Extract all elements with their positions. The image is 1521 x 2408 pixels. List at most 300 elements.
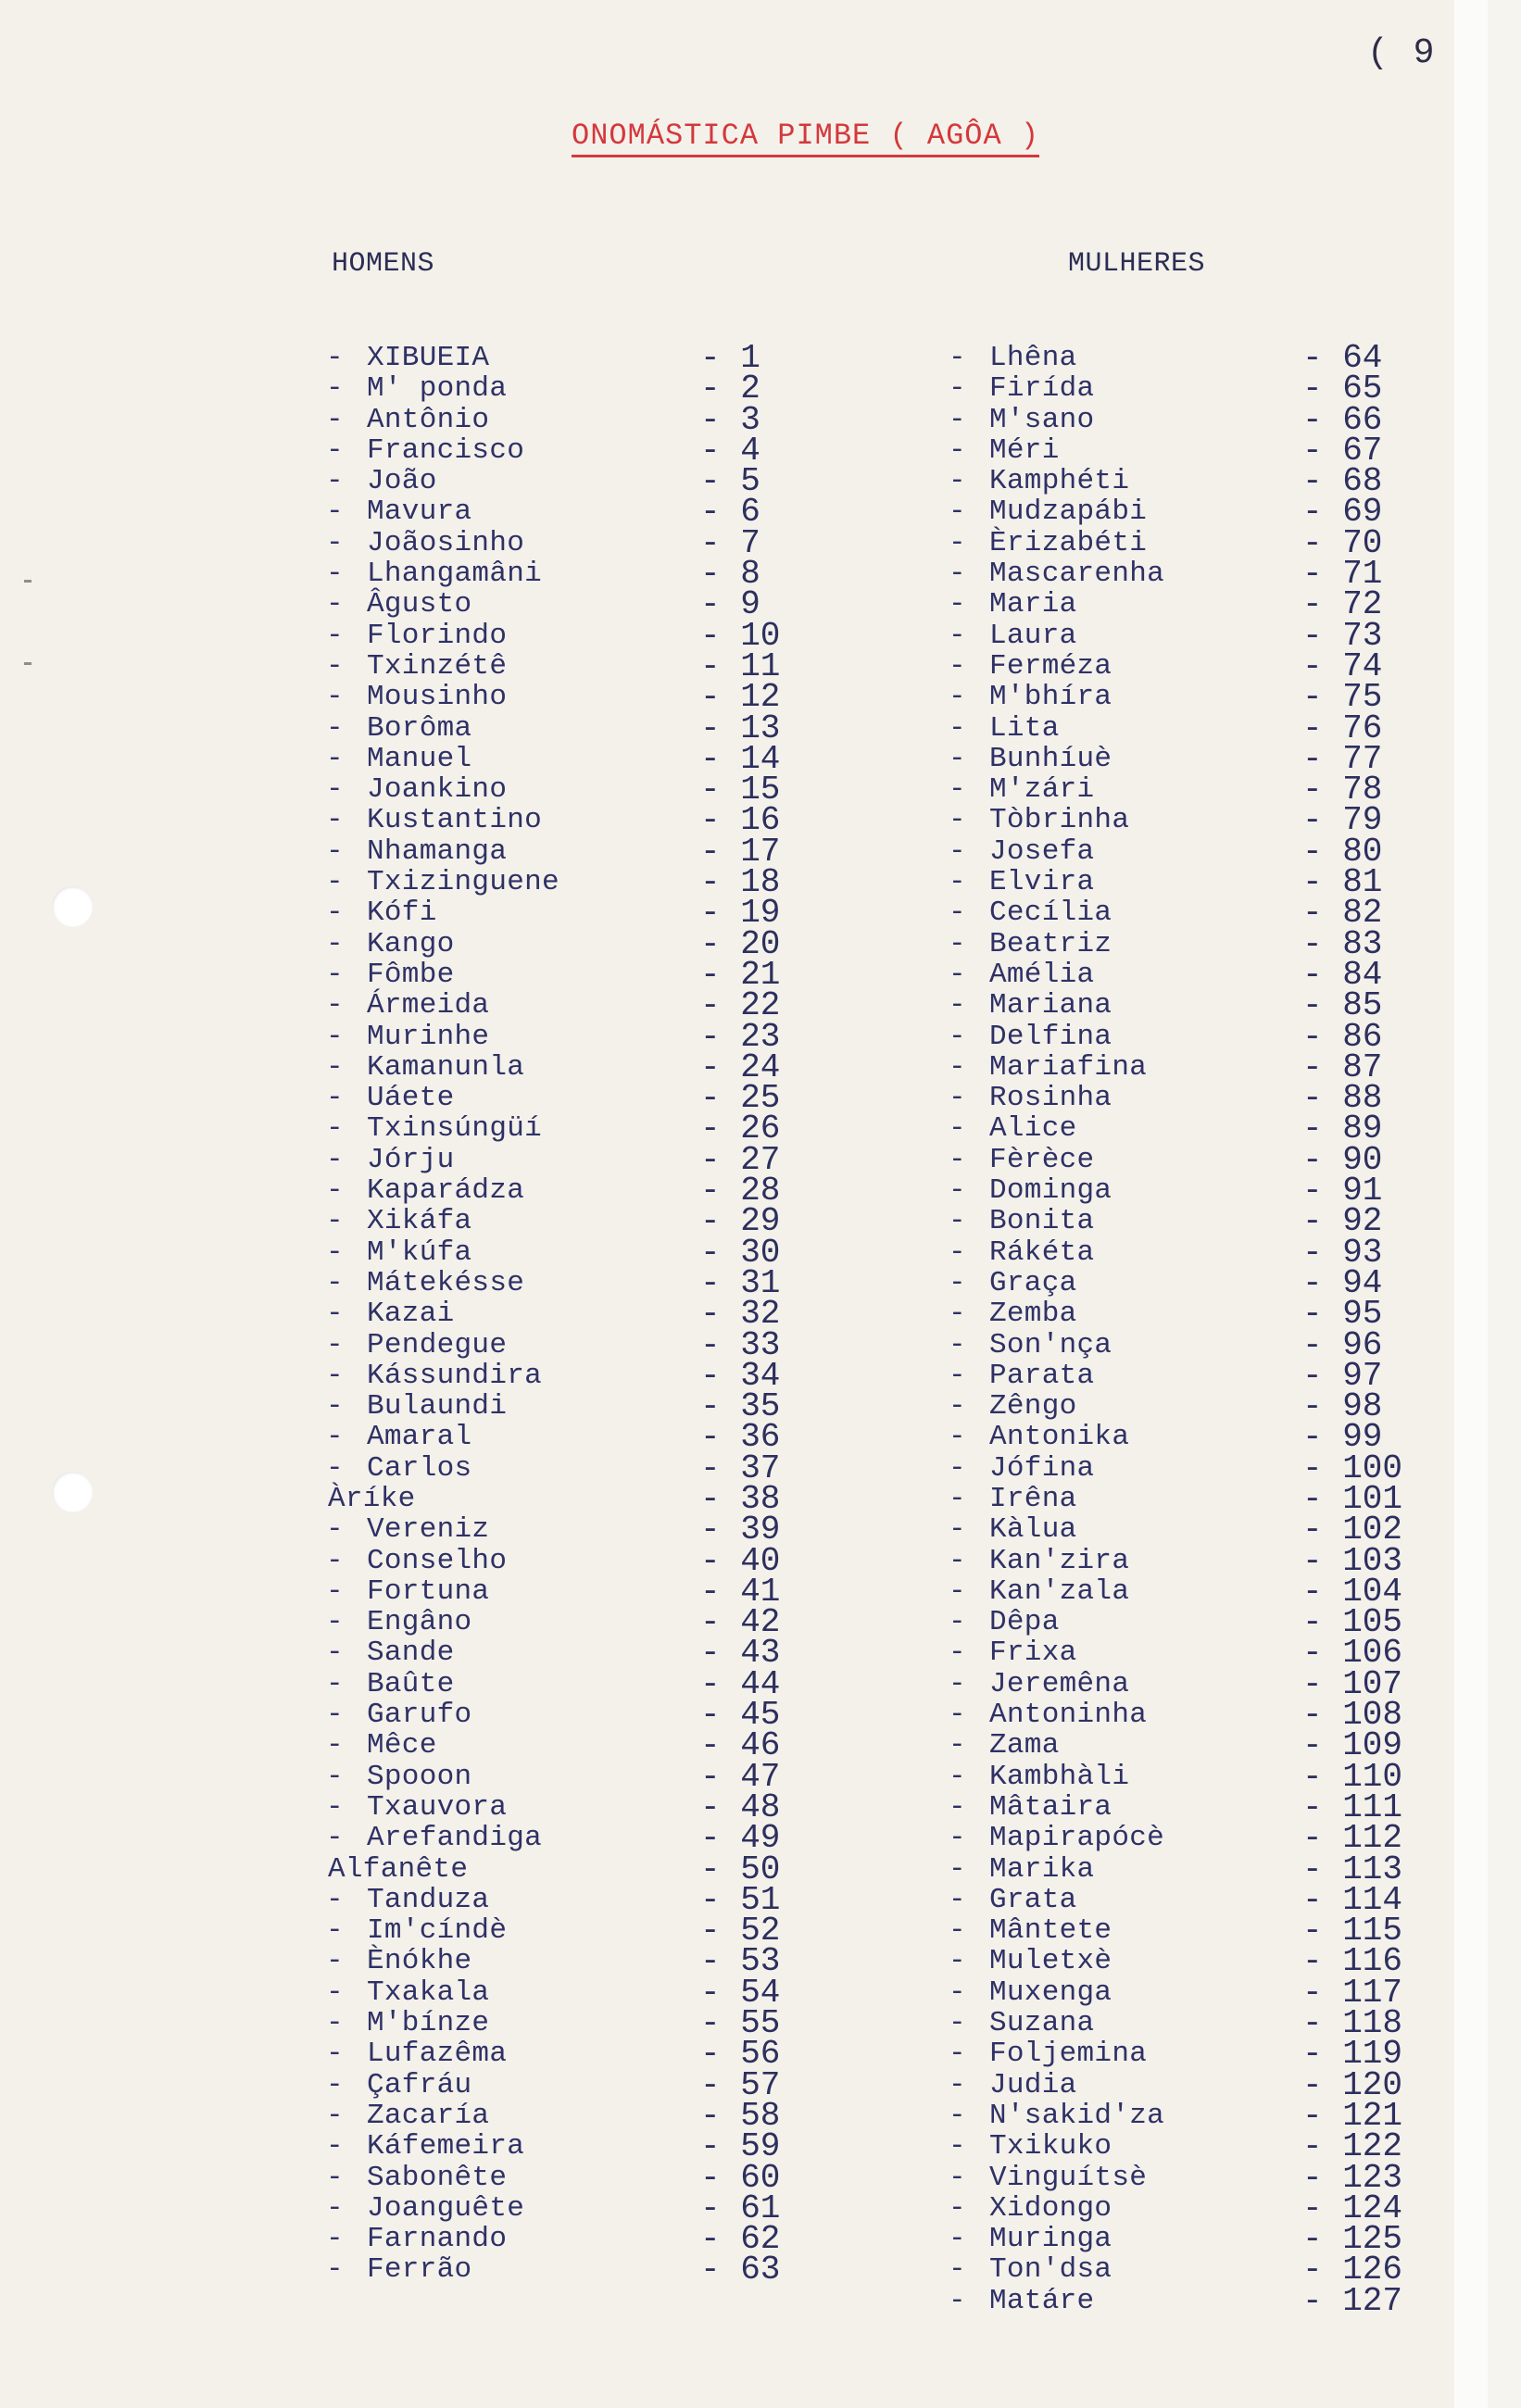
list-dash: - bbox=[326, 372, 344, 406]
entry-number: - 125 bbox=[1302, 2220, 1403, 2259]
entry-name: Dominga bbox=[989, 1174, 1112, 1208]
list-dash: - bbox=[949, 2284, 966, 2317]
page-edge bbox=[1454, 0, 1488, 2408]
list-dash: - bbox=[949, 2007, 966, 2040]
entry-number: - 19 bbox=[700, 894, 781, 933]
entry-name: Ármeida bbox=[367, 989, 490, 1022]
entry-number: - 121 bbox=[1302, 2096, 1403, 2135]
list-dash: - bbox=[949, 558, 966, 591]
entry-number: - 122 bbox=[1302, 2127, 1403, 2166]
entry-name: Kófi bbox=[367, 897, 437, 930]
entry-name: Alice bbox=[989, 1112, 1077, 1146]
list-dash: - bbox=[326, 433, 344, 467]
entry-name: Kan'zira bbox=[989, 1544, 1130, 1577]
list-dash: - bbox=[326, 495, 344, 529]
entry-name: Txakala bbox=[367, 1975, 490, 2009]
women-column-header: MULHERES bbox=[1068, 248, 1206, 280]
entry-name: Francisco bbox=[367, 433, 525, 467]
list-dash: - bbox=[326, 1606, 344, 1639]
list-dash: - bbox=[949, 2161, 966, 2194]
list-dash: - bbox=[326, 989, 344, 1022]
entry-number: - 115 bbox=[1302, 1912, 1403, 1950]
entry-number: - 48 bbox=[700, 1787, 781, 1826]
list-dash: - bbox=[949, 526, 966, 559]
entry-name: Josefa bbox=[989, 834, 1095, 868]
list-dash: - bbox=[949, 897, 966, 930]
entry-name: Txinzétê bbox=[367, 649, 508, 683]
entry-name: Alfanête bbox=[328, 1852, 469, 1886]
entry-number: - 89 bbox=[1302, 1110, 1383, 1148]
entry-number: - 79 bbox=[1302, 801, 1383, 840]
list-dash: - bbox=[949, 2068, 966, 2101]
entry-number: - 22 bbox=[700, 986, 781, 1025]
list-dash: - bbox=[326, 897, 344, 930]
entry-name: Im'cíndè bbox=[367, 1914, 508, 1948]
entry-name: Káfemeira bbox=[367, 2130, 525, 2163]
entry-name: N'sakid'za bbox=[989, 2099, 1165, 2132]
entry-name: Tanduza bbox=[367, 1883, 490, 1916]
entry-number: - 93 bbox=[1302, 1233, 1383, 1272]
list-dash: - bbox=[949, 1699, 966, 1732]
entry-number: - 126 bbox=[1302, 2251, 1403, 2289]
list-dash: - bbox=[326, 1205, 344, 1238]
entry-number: - 73 bbox=[1302, 616, 1383, 655]
entry-name: XIBUEIA bbox=[367, 342, 490, 374]
list-dash: - bbox=[949, 1421, 966, 1454]
entry-name: Graça bbox=[989, 1266, 1077, 1299]
entry-number: - 7 bbox=[700, 523, 760, 562]
list-dash: - bbox=[326, 958, 344, 991]
entry-number: - 17 bbox=[700, 832, 781, 871]
entry-number: - 50 bbox=[700, 1850, 781, 1888]
entry-number: - 120 bbox=[1302, 2065, 1403, 2104]
entry-name: Laura bbox=[989, 619, 1077, 652]
entry-number: - 105 bbox=[1302, 1603, 1403, 1642]
entry-number: - 66 bbox=[1302, 400, 1383, 439]
entry-name: Grata bbox=[989, 1883, 1077, 1916]
entry-number: - 64 bbox=[1302, 339, 1383, 377]
entry-number: - 41 bbox=[700, 1572, 781, 1611]
list-dash: - bbox=[949, 342, 966, 374]
list-dash: - bbox=[326, 2191, 344, 2225]
entry-name: Vereniz bbox=[367, 1513, 490, 1547]
entry-number: - 5 bbox=[700, 462, 760, 501]
entry-number: - 67 bbox=[1302, 431, 1383, 470]
entry-name: Rákéta bbox=[989, 1235, 1095, 1269]
entry-name: Judia bbox=[989, 2068, 1077, 2101]
entry-number: - 61 bbox=[700, 2189, 781, 2227]
list-dash: - bbox=[949, 1482, 966, 1515]
entry-name: Zêngo bbox=[989, 1390, 1077, 1423]
entry-number: - 86 bbox=[1302, 1017, 1383, 1056]
entry-number: - 60 bbox=[700, 2158, 781, 2197]
list-dash: - bbox=[949, 372, 966, 406]
list-dash: - bbox=[326, 711, 344, 745]
entry-name: Matáre bbox=[989, 2284, 1095, 2317]
entry-name: Amélia bbox=[989, 958, 1095, 991]
entry-name: Xidongo bbox=[989, 2191, 1112, 2225]
entry-number: - 111 bbox=[1302, 1787, 1403, 1826]
entry-name: João bbox=[367, 465, 437, 498]
list-dash: - bbox=[326, 1020, 344, 1053]
entry-name: Bunhíuè bbox=[989, 742, 1112, 775]
list-dash: - bbox=[326, 1143, 344, 1176]
entry-number: - 106 bbox=[1302, 1634, 1403, 1673]
entry-number: - 124 bbox=[1302, 2189, 1403, 2227]
entry-number: - 127 bbox=[1302, 2281, 1403, 2320]
entry-name: Firída bbox=[989, 372, 1095, 406]
list-dash: - bbox=[326, 2038, 344, 2071]
list-dash: - bbox=[949, 1513, 966, 1547]
list-dash: - bbox=[949, 834, 966, 868]
entry-name: Kamphéti bbox=[989, 465, 1130, 498]
list-dash: - bbox=[949, 711, 966, 745]
entry-number: - 102 bbox=[1302, 1511, 1403, 1549]
entry-name: Àríke bbox=[328, 1482, 416, 1515]
entry-name: Nhamanga bbox=[367, 834, 508, 868]
entry-number: - 117 bbox=[1302, 1973, 1403, 2012]
list-dash: - bbox=[326, 588, 344, 621]
entry-number: - 97 bbox=[1302, 1356, 1383, 1395]
entry-name: Joãosinho bbox=[367, 526, 525, 559]
entry-name: Mousinho bbox=[367, 681, 508, 714]
entry-number: - 85 bbox=[1302, 986, 1383, 1025]
list-dash: - bbox=[326, 2068, 344, 2101]
entry-name: Mudzapábi bbox=[989, 495, 1148, 529]
list-dash: - bbox=[949, 495, 966, 529]
entry-number: - 80 bbox=[1302, 832, 1383, 871]
list-dash: - bbox=[949, 958, 966, 991]
entry-number: - 119 bbox=[1302, 2035, 1403, 2074]
entry-number: - 2 bbox=[700, 370, 760, 408]
entry-name: Engâno bbox=[367, 1606, 472, 1639]
list-dash: - bbox=[326, 1699, 344, 1732]
entry-name: Txikuko bbox=[989, 2130, 1112, 2163]
entry-number: - 1 bbox=[700, 339, 760, 377]
entry-name: Tòbrinha bbox=[989, 804, 1130, 837]
entry-name: Mapirapócè bbox=[989, 1822, 1165, 1855]
entry-name: Zama bbox=[989, 1729, 1060, 1762]
entry-number: - 10 bbox=[700, 616, 781, 655]
entry-name: Maria bbox=[989, 588, 1077, 621]
entry-name: Kango bbox=[367, 927, 455, 960]
entry-name: M' ponda bbox=[367, 372, 508, 406]
list-dash: - bbox=[326, 1421, 344, 1454]
list-dash: - bbox=[949, 1574, 966, 1608]
entry-name: Ferrão bbox=[367, 2253, 472, 2287]
list-dash: - bbox=[949, 804, 966, 837]
list-dash: - bbox=[326, 1174, 344, 1208]
entry-name: Txinsúngüí bbox=[367, 1112, 543, 1146]
entry-number: - 69 bbox=[1302, 493, 1383, 532]
entry-number: - 59 bbox=[700, 2127, 781, 2166]
entry-number: - 110 bbox=[1302, 1757, 1403, 1796]
entry-name: Conselho bbox=[367, 1544, 508, 1577]
list-dash: - bbox=[949, 1822, 966, 1855]
list-dash: - bbox=[326, 681, 344, 714]
men-column-header: HOMENS bbox=[332, 248, 435, 280]
list-dash: - bbox=[326, 1298, 344, 1331]
list-dash: - bbox=[949, 1975, 966, 2009]
entry-name: Mêce bbox=[367, 1729, 437, 1762]
entry-name: Muringa bbox=[989, 2223, 1112, 2256]
entry-number: - 35 bbox=[700, 1387, 781, 1426]
list-dash: - bbox=[949, 742, 966, 775]
entry-name: Kan'zala bbox=[989, 1574, 1130, 1608]
list-dash: - bbox=[326, 2161, 344, 2194]
list-dash: - bbox=[326, 2007, 344, 2040]
entry-name: M'bínze bbox=[367, 2007, 490, 2040]
entry-name: Carlos bbox=[367, 1451, 472, 1485]
entry-name: Méri bbox=[989, 433, 1060, 467]
entry-number: - 92 bbox=[1302, 1202, 1383, 1241]
list-dash: - bbox=[949, 866, 966, 899]
entry-number: - 27 bbox=[700, 1140, 781, 1179]
list-dash: - bbox=[326, 866, 344, 899]
list-dash: - bbox=[326, 2099, 344, 2132]
entry-number: - 88 bbox=[1302, 1079, 1383, 1118]
list-dash: - bbox=[949, 433, 966, 467]
list-dash: - bbox=[949, 2253, 966, 2287]
list-dash: - bbox=[326, 2130, 344, 2163]
entry-name: Mariafina bbox=[989, 1050, 1148, 1084]
entry-number: - 30 bbox=[700, 1233, 781, 1272]
entry-number: - 49 bbox=[700, 1819, 781, 1858]
list-dash: - bbox=[326, 1082, 344, 1115]
entry-number: - 20 bbox=[700, 924, 781, 963]
entry-number: - 114 bbox=[1302, 1880, 1403, 1919]
entry-number: - 51 bbox=[700, 1880, 781, 1919]
entry-number: - 23 bbox=[700, 1017, 781, 1056]
list-dash: - bbox=[326, 1112, 344, 1146]
list-dash: - bbox=[326, 742, 344, 775]
entry-name: Manuel bbox=[367, 742, 472, 775]
entry-number: - 16 bbox=[700, 801, 781, 840]
list-dash: - bbox=[326, 1790, 344, 1824]
entry-name: Mavura bbox=[367, 495, 472, 529]
list-dash: - bbox=[326, 465, 344, 498]
entry-number: - 11 bbox=[700, 646, 781, 685]
entry-name: Sabonête bbox=[367, 2161, 508, 2194]
list-dash: - bbox=[326, 1235, 344, 1269]
entry-name: Txizinguene bbox=[367, 866, 559, 899]
entry-name: Kàlua bbox=[989, 1513, 1077, 1547]
entry-number: - 98 bbox=[1302, 1387, 1383, 1426]
list-dash: - bbox=[949, 403, 966, 436]
entry-name: Jófina bbox=[989, 1451, 1095, 1485]
entry-number: - 45 bbox=[700, 1696, 781, 1735]
punch-hole bbox=[52, 1472, 93, 1512]
entry-name: Frixa bbox=[989, 1637, 1077, 1670]
list-dash: - bbox=[326, 1667, 344, 1700]
list-dash: - bbox=[949, 1852, 966, 1886]
list-dash: - bbox=[949, 1020, 966, 1053]
entry-name: Mátekésse bbox=[367, 1266, 525, 1299]
entry-number: - 40 bbox=[700, 1541, 781, 1580]
list-dash: - bbox=[326, 1729, 344, 1762]
entry-number: - 18 bbox=[700, 863, 781, 902]
entry-number: - 77 bbox=[1302, 739, 1383, 778]
margin-mark bbox=[24, 580, 31, 583]
entry-number: - 82 bbox=[1302, 894, 1383, 933]
entry-number: - 112 bbox=[1302, 1819, 1403, 1858]
list-dash: - bbox=[949, 1667, 966, 1700]
entry-name: Joankino bbox=[367, 773, 508, 807]
entry-number: - 36 bbox=[700, 1418, 781, 1457]
entry-name: Fortuna bbox=[367, 1574, 490, 1608]
entry-name: Lita bbox=[989, 711, 1060, 745]
list-dash: - bbox=[326, 1544, 344, 1577]
entry-name: Çafráu bbox=[367, 2068, 472, 2101]
entry-name: Rosinha bbox=[989, 1082, 1112, 1115]
entry-number: - 33 bbox=[700, 1325, 781, 1364]
list-dash: - bbox=[326, 1328, 344, 1361]
list-dash: - bbox=[949, 2223, 966, 2256]
entry-name: Jeremêna bbox=[989, 1667, 1130, 1700]
entry-number: - 38 bbox=[700, 1479, 781, 1518]
list-dash: - bbox=[326, 558, 344, 591]
entry-number: - 13 bbox=[700, 709, 781, 747]
entry-number: - 74 bbox=[1302, 646, 1383, 685]
list-dash: - bbox=[949, 1112, 966, 1146]
entry-name: Pendegue bbox=[367, 1328, 508, 1361]
entry-number: - 58 bbox=[700, 2096, 781, 2135]
entry-number: - 103 bbox=[1302, 1541, 1403, 1580]
entry-number: - 55 bbox=[700, 2004, 781, 2043]
entry-name: Muxenga bbox=[989, 1975, 1112, 2009]
entry-name: Irêna bbox=[989, 1482, 1077, 1515]
entry-name: Elvira bbox=[989, 866, 1095, 899]
entry-name: Zacaría bbox=[367, 2099, 490, 2132]
list-dash: - bbox=[326, 1574, 344, 1608]
entry-number: - 75 bbox=[1302, 678, 1383, 717]
entry-name: Cecília bbox=[989, 897, 1112, 930]
entry-name: M'sano bbox=[989, 403, 1095, 436]
list-dash: - bbox=[949, 1174, 966, 1208]
entry-number: - 39 bbox=[700, 1511, 781, 1549]
entry-number: - 28 bbox=[700, 1172, 781, 1210]
entry-name: Lhangamâni bbox=[367, 558, 543, 591]
entry-name: Lufazêma bbox=[367, 2038, 508, 2071]
entry-name: Sande bbox=[367, 1637, 455, 1670]
entry-name: Baûte bbox=[367, 1667, 455, 1700]
list-dash: - bbox=[949, 1790, 966, 1824]
list-dash: - bbox=[949, 2038, 966, 2071]
entry-number: - 104 bbox=[1302, 1572, 1403, 1611]
entry-name: Muletxè bbox=[989, 1945, 1112, 1978]
entry-number: - 84 bbox=[1302, 955, 1383, 994]
list-dash: - bbox=[949, 1082, 966, 1115]
list-dash: - bbox=[326, 1945, 344, 1978]
list-dash: - bbox=[949, 927, 966, 960]
entry-name: Florindo bbox=[367, 619, 508, 652]
entry-name: Lhêna bbox=[989, 342, 1077, 374]
list-dash: - bbox=[326, 773, 344, 807]
list-dash: - bbox=[326, 1451, 344, 1485]
entry-number: - 78 bbox=[1302, 771, 1383, 809]
entry-name: Mâtaira bbox=[989, 1790, 1112, 1824]
punch-hole bbox=[52, 886, 93, 927]
list-dash: - bbox=[326, 619, 344, 652]
list-dash: - bbox=[949, 1883, 966, 1916]
entry-name: Kustantino bbox=[367, 804, 543, 837]
entry-name: Murinhe bbox=[367, 1020, 490, 1053]
list-dash: - bbox=[949, 1205, 966, 1238]
entry-number: - 8 bbox=[700, 555, 760, 594]
entry-name: Beatriz bbox=[989, 927, 1112, 960]
list-dash: - bbox=[949, 1760, 966, 1793]
list-dash: - bbox=[326, 1760, 344, 1793]
list-dash: - bbox=[949, 773, 966, 807]
entry-number: - 91 bbox=[1302, 1172, 1383, 1210]
entry-number: - 15 bbox=[700, 771, 781, 809]
list-dash: - bbox=[326, 403, 344, 436]
entry-name: Arefandiga bbox=[367, 1822, 543, 1855]
entry-number: - 56 bbox=[700, 2035, 781, 2074]
entry-number: - 44 bbox=[700, 1664, 781, 1703]
entry-number: - 26 bbox=[700, 1110, 781, 1148]
entry-number: - 14 bbox=[700, 739, 781, 778]
entry-number: - 62 bbox=[700, 2220, 781, 2259]
list-dash: - bbox=[949, 1390, 966, 1423]
entry-number: - 46 bbox=[700, 1726, 781, 1765]
list-dash: - bbox=[949, 1451, 966, 1485]
list-dash: - bbox=[949, 588, 966, 621]
list-dash: - bbox=[326, 1975, 344, 2009]
entry-number: - 81 bbox=[1302, 863, 1383, 902]
page-number: ( 9 bbox=[1367, 33, 1437, 73]
entry-number: - 29 bbox=[700, 1202, 781, 1241]
entry-name: Uáete bbox=[367, 1082, 455, 1115]
list-dash: - bbox=[949, 1359, 966, 1392]
entry-number: - 99 bbox=[1302, 1418, 1383, 1457]
entry-number: - 12 bbox=[700, 678, 781, 717]
entry-name: Son'nça bbox=[989, 1328, 1112, 1361]
entry-number: - 76 bbox=[1302, 709, 1383, 747]
entry-number: - 87 bbox=[1302, 1047, 1383, 1086]
entry-name: Garufo bbox=[367, 1699, 472, 1732]
entry-name: Vinguítsè bbox=[989, 2161, 1148, 2194]
list-dash: - bbox=[949, 1266, 966, 1299]
entry-name: Spooon bbox=[367, 1760, 472, 1793]
list-dash: - bbox=[949, 2191, 966, 2225]
list-dash: - bbox=[949, 1914, 966, 1948]
list-dash: - bbox=[326, 1266, 344, 1299]
page-title: ONOMÁSTICA PIMBE ( AGÔA ) bbox=[572, 119, 1039, 157]
entry-number: - 9 bbox=[700, 585, 760, 624]
entry-name: M'kúfa bbox=[367, 1235, 472, 1269]
entry-name: Bulaundi bbox=[367, 1390, 508, 1423]
list-dash: - bbox=[326, 927, 344, 960]
list-dash: - bbox=[949, 1544, 966, 1577]
entry-name: Ton'dsa bbox=[989, 2253, 1112, 2287]
margin-mark bbox=[24, 662, 31, 665]
list-dash: - bbox=[326, 1050, 344, 1084]
entry-name: Jórju bbox=[367, 1143, 455, 1176]
entry-name: Antônio bbox=[367, 403, 490, 436]
entry-name: Farnando bbox=[367, 2223, 508, 2256]
entry-name: Kássundira bbox=[367, 1359, 543, 1392]
list-dash: - bbox=[949, 681, 966, 714]
entry-number: - 43 bbox=[700, 1634, 781, 1673]
list-dash: - bbox=[949, 1050, 966, 1084]
entry-name: Ferméza bbox=[989, 649, 1112, 683]
list-dash: - bbox=[326, 1822, 344, 1855]
entry-name: M'zári bbox=[989, 773, 1095, 807]
entry-name: Mântete bbox=[989, 1914, 1112, 1948]
list-dash: - bbox=[326, 804, 344, 837]
list-dash: - bbox=[326, 649, 344, 683]
